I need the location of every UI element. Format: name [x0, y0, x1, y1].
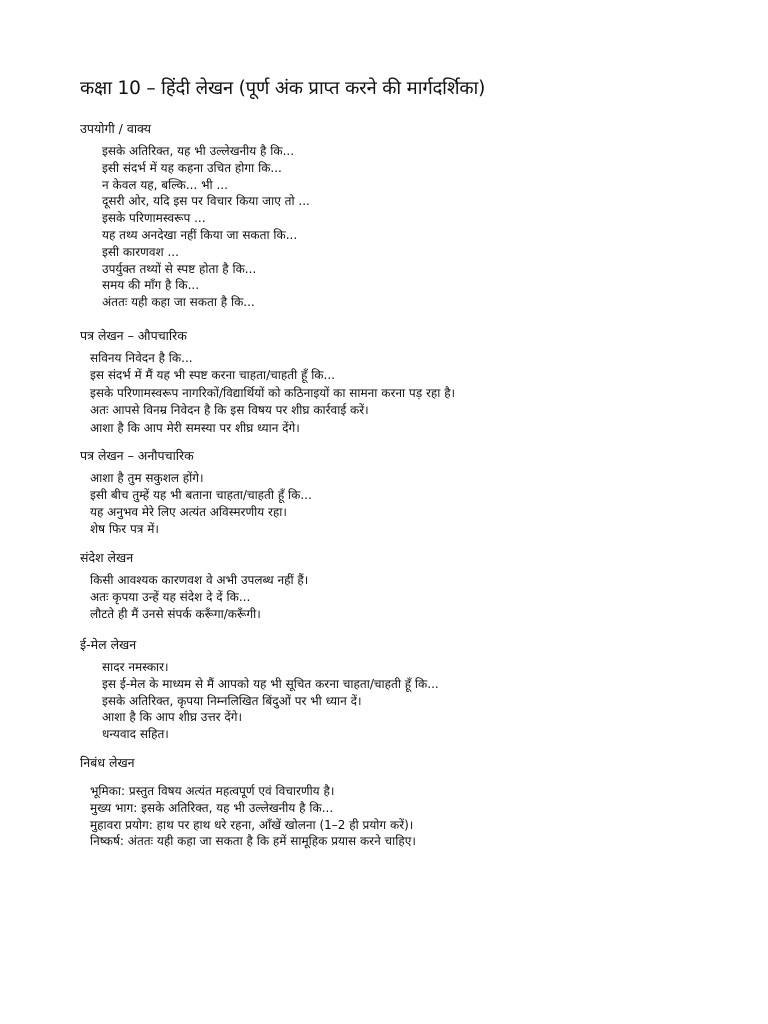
- phrase-item: इसके अतिरिक्त, कृपया निम्नलिखित बिंदुओं पर भी ध्यान दें।: [102, 693, 362, 708]
- phrase-item: निष्कर्ष: अंततः यही कहा जा सकता है कि हमें सामूहिक प्रयास करने चाहिए।: [90, 834, 416, 849]
- phrase-item: इसके अतिरिक्त, यह भी उल्लेखनीय है कि...: [102, 144, 295, 158]
- phrase-list: [80, 350, 740, 436]
- phrase-list: [80, 659, 740, 743]
- phrase-item: आशा है कि आप मेरी समस्या पर शीघ्र ध्यान देंगे।: [90, 420, 300, 435]
- section: [80, 327, 740, 436]
- document-sections: [80, 120, 740, 850]
- phrase-item: दूसरी ओर, यदि इस पर विचार किया जाए तो ...: [102, 194, 310, 209]
- phrase-list: [80, 783, 740, 850]
- phrase-item: इसके परिणामस्वरूप ...: [102, 211, 206, 226]
- phrase-item: मुख्य भाग: इसके अतिरिक्त, यह भी उल्लेखनीय है कि...: [90, 800, 334, 815]
- phrase-item: आशा है तुम सकुशल होंगे।: [90, 471, 204, 486]
- phrase-item: समय की माँग है कि...: [102, 278, 200, 293]
- section: [80, 549, 740, 624]
- phrase-item: इसी कारणवश ...: [102, 244, 179, 259]
- phrase-item: भूमिका: प्रस्तुत विषय अत्यंत महत्वपूर्ण एवं विचारणीय है।: [90, 784, 335, 799]
- phrase-item: इस संदर्भ में मैं यह भी स्पष्ट करना चाहता/चाहती हूँ कि...: [90, 368, 335, 383]
- phrase-item: सविनय निवेदन है कि...: [90, 350, 193, 365]
- phrase-item: धन्यवाद सहित।: [102, 727, 169, 742]
- phrase-item: मुहावरा प्रयोग: हाथ पर हाथ धरे रहना, आँखें खोलना (1–2 ही प्रयोग करें)।: [90, 817, 414, 832]
- section-heading: ई-मेल लेखन: [80, 637, 137, 653]
- phrase-list: [80, 470, 740, 537]
- document-title: कक्षा 10 – हिंदी लेखन (पूर्ण अंक प्राप्त करने की मार्गदर्शिका): [80, 78, 486, 99]
- section: [80, 120, 740, 311]
- phrase-list: [80, 143, 740, 311]
- section-heading: उपयोगी / वाक्य: [80, 121, 151, 136]
- phrase-item: इसी बीच तुम्हें यह भी बताना चाहता/चाहती हूँ कि...: [90, 488, 312, 503]
- phrase-item: सादर नमस्कार।: [102, 660, 169, 675]
- phrase-item: अंततः यही कहा जा सकता है कि...: [102, 295, 255, 310]
- phrase-item: यह तथ्य अनदेखा नहीं किया जा सकता कि...: [102, 227, 298, 242]
- section-heading: पत्र लेखन – अनौपचारिक: [80, 448, 194, 464]
- phrase-item: किसी आवश्यक कारणवश वे अभी उपलब्ध नहीं हैं।: [90, 572, 309, 587]
- phrase-item: न केवल यह, बल्कि... भी ...: [102, 177, 228, 192]
- section-heading: पत्र लेखन – औपचारिक: [80, 327, 187, 343]
- phrase-item: यह अनुभव मेरे लिए अत्यंत अविस्मरणीय रहा।: [90, 504, 287, 519]
- section-heading: निबंध लेखन: [80, 755, 135, 771]
- phrase-list: [80, 572, 740, 624]
- document-page: [80, 75, 740, 850]
- phrase-item: आशा है कि आप शीघ्र उत्तर देंगे।: [102, 710, 243, 725]
- phrase-item: उपर्युक्त तथ्यों से स्पष्ट होता है कि...: [102, 261, 257, 276]
- phrase-item: लौटते ही मैं उनसे संपर्क करूँगा/करूँगी।: [90, 607, 261, 622]
- phrase-item: इसी संदर्भ में यह कहना उचित होगा कि...: [102, 160, 282, 175]
- phrase-item: अतः आपसे विनम्र निवेदन है कि इस विषय पर शीघ्र कार्रवाई करें।: [90, 403, 369, 418]
- section: [80, 636, 740, 743]
- section-heading: संदेश लेखन: [80, 549, 134, 565]
- section: [80, 754, 740, 850]
- phrase-item: अतः कृपया उन्हें यह संदेश दे दें कि...: [90, 589, 251, 604]
- section: [80, 447, 740, 537]
- phrase-item: शेष फिर पत्र में।: [90, 521, 159, 536]
- phrase-item: इस ई-मेल के माध्यम से मैं आपको यह भी सूचित करना चाहता/चाहती हूँ कि...: [102, 676, 439, 691]
- phrase-item: इसके परिणामस्वरूप नागरिकों/विद्यार्थियों को कठिनाइयों का सामना करना पड़ रहा है।: [90, 385, 456, 400]
